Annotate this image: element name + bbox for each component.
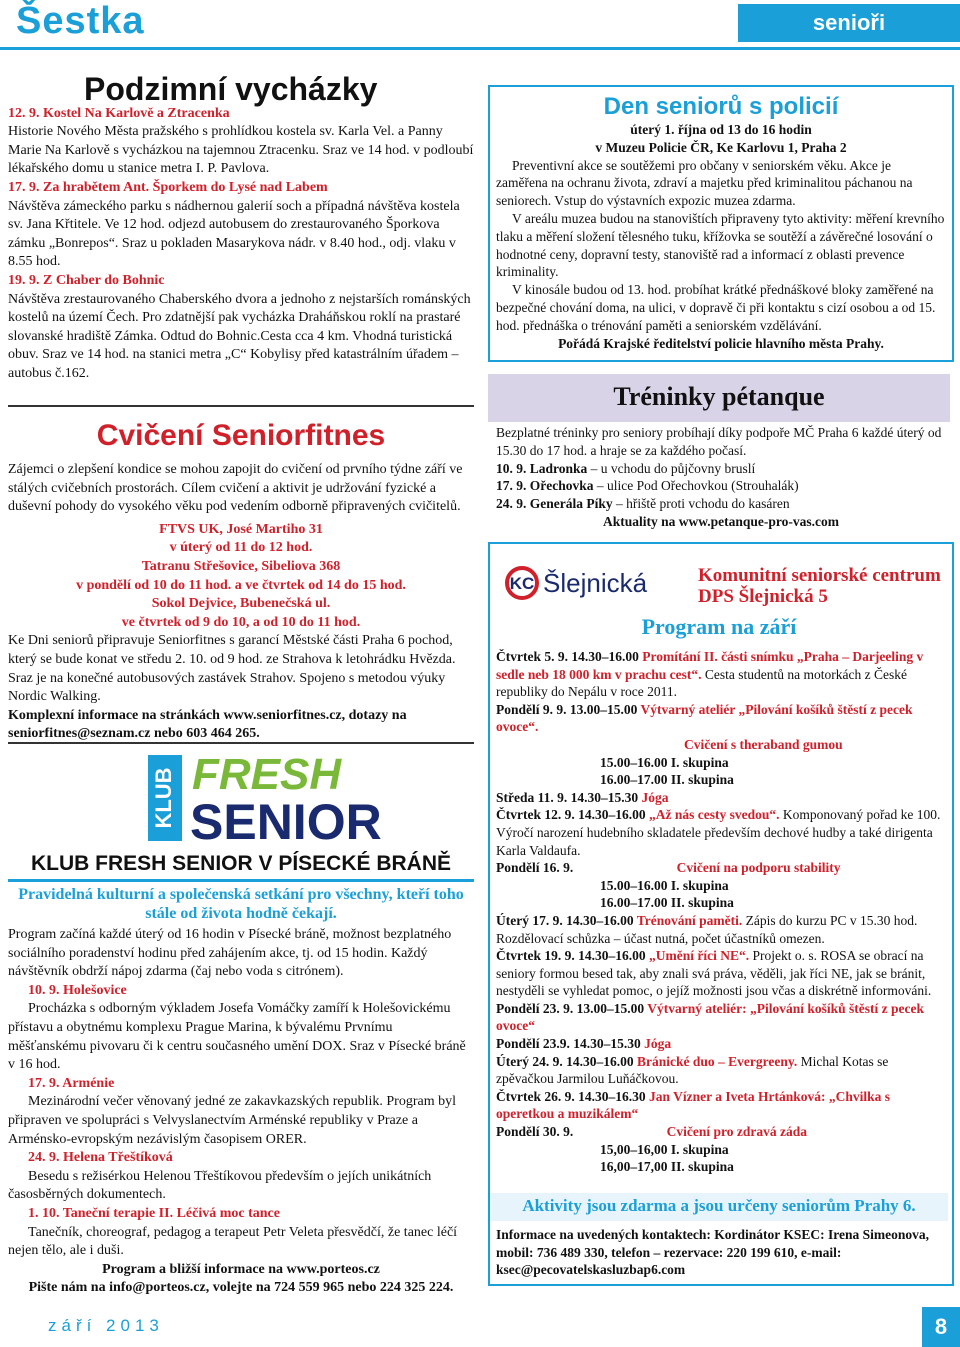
club-subtitle: Pravidelná kulturní a společenská setkání pro všechny, kteří toho stále od života hodně čekají. xyxy=(18,886,464,922)
logo-kc-text: KC xyxy=(509,574,535,593)
logo-fresh-text: FRESH xyxy=(192,750,342,799)
schedule-group: 16.00–17.00 II. skupina xyxy=(600,772,734,788)
event-time: úterý 1. října od 13 do 16 hodin xyxy=(630,122,812,137)
schedule-item: Pondělí 23.9. 14.30–15.30 Jóga xyxy=(496,1036,672,1052)
venue-line: ve čtvrtek od 9 do 10, a od 10 do 11 hod. xyxy=(121,614,361,630)
event-date: 19. 9. Z Chaber do Bohnic xyxy=(8,272,165,288)
club-title: KLUB FRESH SENIOR V PÍSECKÉ BRÁNĚ xyxy=(30,852,452,875)
event-text: Tanečník, choreograf, pedagog a terapeut Petr Veleta přesvědčí, že tanec léčí nejen tělo, ale i duši. xyxy=(8,1224,458,1259)
schedule-item: Čtvrtek 19. 9. 14.30–16.00 „Umění říci NE“. Projekt o. s. ROSA se obrací na seniory formou besed tak, aby znali svá práva, věděli, jak říci NE, jak se bránit, nestyděli se vyhledat pomoc, o jejíž možnosti jsou včas a diskrétně informováni. xyxy=(496,948,932,999)
club-program xyxy=(8,926,474,1298)
page-section-title: Šestka xyxy=(16,0,145,42)
schedule-group: 15,00–16,00 I. skupina xyxy=(600,1141,729,1157)
title-rule xyxy=(8,879,474,882)
schedule-item: Úterý 24. 9. 14.30–16.00 Bránické duo – Evergreeny. Michal Kotas se zpěvačkou Jarmilou Luňáčkovou. xyxy=(496,1053,889,1087)
logo-name-text: Šlejnická xyxy=(543,568,648,598)
article-title: Tréninky pétanque xyxy=(613,382,825,411)
schedule-group: 16.00–17.00 II. skupina xyxy=(600,895,734,911)
event-date: 12. 9. Kostel Na Karlově a Ztracenka xyxy=(8,105,230,121)
event-text: Besedu s režisérkou Helenou Třeštíkovou především o jejích unikátních časosběrných dokumentech. xyxy=(8,1168,432,1203)
centre-address: DPS Šlejnická 5 xyxy=(698,586,828,607)
article-text: Ke Dni seniorů připravuje Seniorfitnes s garancí Městské části Praha 6 pochod, který se bude konat ve středu 2. 10. od 9 hod. ze Strahova k letohrádku Hvězda. Sraz je na konečné autobusových zastávek Strahov. Spojeno s metodou výuky Nordic Walking. xyxy=(8,633,456,705)
organizer-text: Pořádá Krajské ředitelství policie hlavního města Prahy. xyxy=(558,335,884,351)
place-name: 24. 9. Generála Píky xyxy=(496,496,613,512)
event-date: 17. 9. Za hrabětem Ant. Šporkem do Lysé nad Labem xyxy=(8,179,328,195)
schedule-item: Cvičení s theraband gumou xyxy=(684,736,843,752)
article-den-senioru xyxy=(488,85,954,362)
event-place: v Muzeu Policie ČR, Ke Karlovu 1, Praha 2 xyxy=(595,139,847,155)
program-schedule xyxy=(496,648,948,1176)
event-date: 24. 9. Helena Třeštíková xyxy=(28,1150,173,1166)
article-text: V areálu muzea budou na stanovištích připraveny tyto aktivity: měření krevního tlaku a měření složení tělesného tuku, křížovka se soutěží a závěrečné losování o hodnotné ceny, dopravní testy, stanoviště rad a informací z oblasti prevence kriminality. xyxy=(496,210,945,280)
article-text: Bezplatné tréninky pro seniory probíhají díky podpoře MČ Praha 6 každé úterý od 15.30 do 17 hod. a hraje se za každého počasí. xyxy=(496,425,942,458)
schedule-item: Středa 11. 9. 14.30–15.30 Jóga xyxy=(496,789,669,805)
event-date: 1. 10. Taneční terapie II. Léčivá moc tance xyxy=(28,1205,280,1221)
article-title: Cvičení Seniorfitnes xyxy=(96,419,386,452)
schedule-item: Čtvrtek 12. 9. 14.30–16.00 „Až nás cesty svedou“. Komponovaný pořad ke 100. Výročí narození hudebního skladatele především dechové hudby a také dirigenta Karla Valdaufa. xyxy=(496,807,941,858)
article-text: Zájemci o zlepšení kondice se mohou zapojit do cvičení od prvního týdne září ve stálých cvičebních prostorách. Cílem cvičení a aktivit je udržování fyzické a duševní pohody do vysokého věku pod vedením odborně připravených cvičitelů. xyxy=(8,462,463,515)
venue-line: v pondělí od 10 do 11 hod. a ve čtvrtek od 14 do 15 hod. xyxy=(76,577,406,593)
schedule-group: 15.00–16.00 I. skupina xyxy=(600,754,729,770)
page-number: 8 xyxy=(922,1307,960,1347)
kc-slejnicka-logo xyxy=(505,566,685,600)
program-title: Program na září xyxy=(641,614,797,639)
event-date: 17. 9. Arménie xyxy=(28,1075,115,1091)
article-title: Den seniorů s policií xyxy=(603,93,839,120)
article-title: Podzimní vycházky xyxy=(84,71,378,107)
article-podzimni-vychazky xyxy=(8,71,474,384)
logo-klub-text: KLUB xyxy=(150,767,176,829)
article-text: Program začíná každé úterý od 16 hodin v Písecké bráně, možnost bezplatného sociálního poradenství hodinu před zahájením akce, tj. od 15 hodin. Každý návštěvník obdrží nápoj zdarma (čaj nebo voda s citrónem). xyxy=(8,927,452,980)
website-text: Aktuality na www.petanque-pro-vas.com xyxy=(602,513,840,529)
centre-heading xyxy=(698,565,948,607)
venue-line: Tatranu Střešovice, Sibeliova 368 xyxy=(141,558,341,574)
event-text: Návštěva zámeckého parku s nádhernou galerií soch a případná návštěva kostela sv. Jana Křtitele. Ve 12 hod. odjezd autobusem do zrestaurovaného Šporkova zámku „Bonrepos“. Sraz u pokladen Masarykova nádr. v 8.40 hod., odj. vlaku v 8.55 hod. xyxy=(8,198,460,270)
contact-text: Pište nám na info@porteos.cz, volejte na 724 559 965 nebo 224 325 224. xyxy=(28,1280,454,1296)
event-text: Návštěva zrestaurovaného Chaberského dvora a jednoho z nejstarších románských kostelů na území Čech. Pro zdatnější pak vycházka Draháňskou roklí na prastaré slovanské hradiště Zámka. Odtud do Bohnic.Cesta cca 4 km. Vhodná turistická obuv. Sraz ve 14 hod. na stanici metra „C“ Kobylisy před katastrálním úřadem – autobus č.162. xyxy=(8,291,471,381)
klub-fresh-senior-logo xyxy=(148,747,478,847)
event-text: Historie Nového Města pražského s prohlídkou kostela sv. Karla Vel. a Panny Marie Na Karlově s vycházkou na tajemnou Ztracenku. Sraz ve 14 hod. v podloubí lékařského domu u stanice metra I. P. Pavlova. xyxy=(8,124,474,177)
schedule-item: Čtvrtek 5. 9. 14.30–16.00 Promítání II. části snímku „Praha – Darjeeling v sedle neb 18 000 km v prachu cest“. Cesta studentů na motorkách z České republiky do Nepálu v roce 2011. xyxy=(496,649,924,700)
place-name: 17. 9. Ořechovka xyxy=(496,478,594,494)
place-detail: – hřiště proti vchodu do kasáren xyxy=(616,496,790,512)
schedule-item: Pondělí 16. 9. Cvičení na podporu stability xyxy=(496,860,841,876)
schedule-item: Pondělí 30. 9. Cvičení pro zdravá záda xyxy=(496,1124,808,1140)
schedule-group: 16,00–17,00 II. skupina xyxy=(600,1159,734,1175)
venue-line: FTVS UK, José Martiho 31 xyxy=(159,521,323,537)
place-detail: – u vchodu do půjčovny bruslí xyxy=(590,460,756,476)
contact-text: Komplexní informace na stránkách www.seniorfitnes.cz, dotazy na seniorfitnes@seznam.cz nebo 603 464 265. xyxy=(8,707,407,742)
header-rule xyxy=(0,47,960,50)
article-text: V kinosále budou od 13. hod. probíhat krátké přednáškové bloky zaměřené na bezpečné chování doma, na ulici, v dopravě či při kontaktu s cizí osobou a od 15. hod. přednáška o trénování paměti a seniorském vzdělávání. xyxy=(496,282,936,333)
venue-line: Sokol Dejvice, Bubenečská ul. xyxy=(151,596,331,612)
program-link-text: Program a bližší informace na www.porteos.cz xyxy=(102,1261,380,1277)
event-date: 10. 9. Holešovice xyxy=(28,982,127,998)
article-text: Preventivní akce se soutěžemi pro občany v seniorském věku. Akce je zaměřena na ochranu života, zdraví a majetku před kriminalitou páchanou na seniorech. Vstup do výstavních expozic muzea zdarma. xyxy=(496,157,913,209)
section-tag: senioři xyxy=(738,4,960,42)
article-seniorfitnes xyxy=(8,405,474,744)
article-petanque xyxy=(488,374,950,530)
logo-senior-text: SENIOR xyxy=(190,794,382,847)
aktivity-note: Aktivity jsou zdarma a jsou určeny seniorům Prahy 6. xyxy=(522,1196,916,1215)
venue-line: v úterý od 11 do 12 hod. xyxy=(169,540,313,556)
schedule-group: 15.00–16.00 I. skupina xyxy=(600,877,729,893)
schedule-item: Pondělí 9. 9. 13.00–15.00 Výtvarný ateliér „Pilování košíků štěstí z pecek ovoce“. xyxy=(496,701,913,735)
place-detail: – ulice Pod Ořechovkou (Strouhalák) xyxy=(596,478,799,494)
issue-month: září 2013 xyxy=(48,1316,164,1335)
centre-name: Komunitní seniorské centrum xyxy=(698,565,941,586)
schedule-item: Čtvrtek 26. 9. 14.30–16.30 Jan Vízner a Iveta Hrtánková: „Chvilka s operetkou a muzikálem“ xyxy=(496,1088,891,1122)
schedule-item: Úterý 17. 9. 14.30–16.00 Trénování paměti. Zápis do kurzu PC v 15.30 hod. Rozdělovací schůzka – účast nutná, počet účastníků omezen. xyxy=(496,912,918,946)
place-name: 10. 9. Ladronka xyxy=(496,460,588,476)
contact-info: Informace na uvedených kontaktech: Kordinátor KSEC: Irena Simeonova, mobil: 736 489 330, telefon – rezervace: 220 199 610, e-mail: ksec@pecovatelskasluzbap6.com xyxy=(496,1227,930,1278)
event-text: Mezinárodní večer věnovaný jedné ze zakavkazských republik. Program byl připraven ve spolupráci s Velvyslanectvím Arménské republiky v Praze a Arménsko-evropským nezávislým časopisem ORER. xyxy=(8,1094,456,1147)
event-text: Procházka s odborným výkladem Josefa Vomáčky zamíří k Holešovickému přístavu a obytnému komplexu Prague Marina, k bývalému Prvnímu měšťanskému pivovaru či k centru současného umění DOX. Sraz v Písecké bráně v 16 hod. xyxy=(8,1001,466,1073)
schedule-item: Pondělí 23. 9. 13.00–15.00 Výtvarný ateliér: „Pilování košíků štěstí z pecek ovoce“ xyxy=(496,1000,924,1034)
